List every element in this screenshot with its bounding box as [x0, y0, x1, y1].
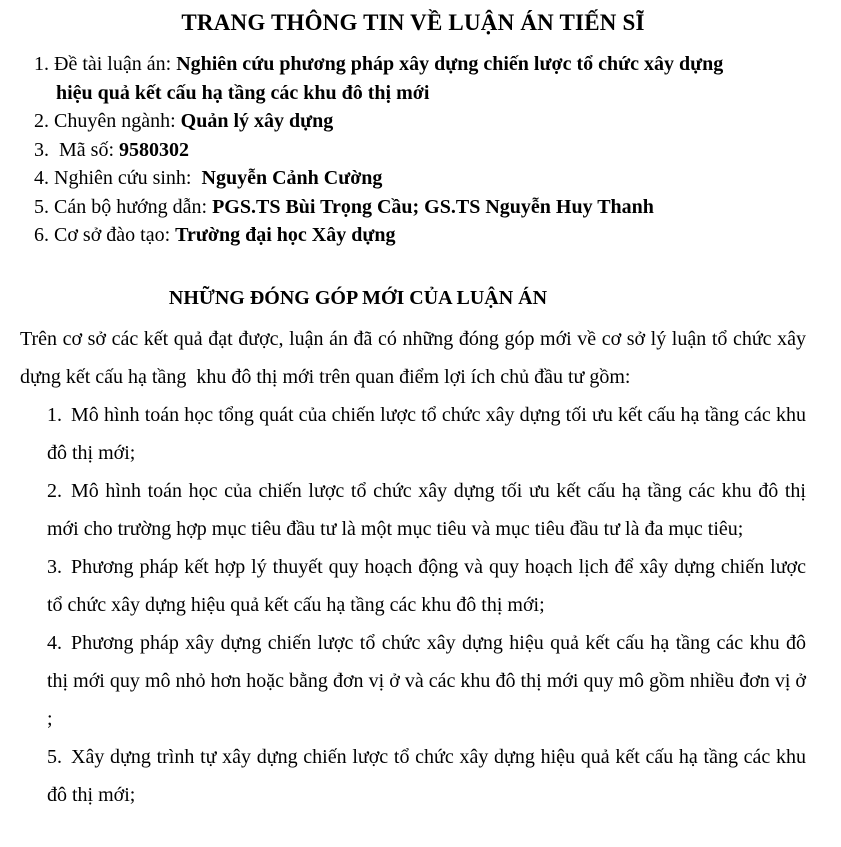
info-item-number: 2. [34, 110, 49, 132]
info-item-value: Trường đại học Xây dựng [175, 224, 396, 246]
list-item-text: Xây dựng trình tự xây dựng chiến lược tổ chức xây dựng hiệu quả kết cấu hạ tầng các khu đô thị mới; [47, 746, 806, 806]
info-item-label: Đề tài luận án: [54, 53, 177, 75]
info-item-label: Cán bộ hướng dẫn: [54, 195, 213, 218]
list-item-text: Phương pháp kết hợp lý thuyết quy hoạch động và quy hoạch lịch để xây dựng chiến lược tổ chức xây dựng hiệu quả kết cấu hạ tầng các khu đô thị mới; [47, 556, 806, 616]
info-item-value-continued: hiệu quả kết cấu hạ tầng các khu đô thị mới [56, 81, 430, 104]
contributions-list [47, 396, 806, 814]
info-item-label: Nghiên cứu sinh: [54, 167, 202, 189]
list-item-number: 4. [47, 632, 62, 654]
list-item-number: 1. [47, 404, 62, 426]
list-item [47, 624, 806, 738]
list-item-number: 3. [47, 556, 62, 578]
info-item-value: Nghiên cứu phương pháp xây dựng chiến lược tổ chức xây dựng [176, 53, 724, 75]
list-item [47, 738, 806, 814]
info-item-major [34, 107, 814, 136]
list-item-text: Phương pháp xây dựng chiến lược tổ chức xây dựng hiệu quả kết cấu hạ tầng các khu đô thị mới quy mô nhỏ hơn hoặc bằng đơn vị ở và các khu đô thị mới quy mô gồm nhiều đơn vị ở ; [47, 632, 806, 730]
info-item-number: 3. [34, 138, 49, 161]
list-item [47, 472, 806, 548]
info-item-label: Cơ sở đào tạo: [54, 224, 176, 246]
info-item-supervisors [34, 193, 814, 222]
list-item-text: Mô hình toán học tổng quát của chiến lược tổ chức xây dựng tối ưu kết cấu hạ tầng các khu đô thị mới; [47, 404, 806, 464]
list-item [47, 548, 806, 624]
thesis-info-list [34, 50, 814, 250]
info-item-label: Mã số: [54, 138, 119, 161]
section-heading: NHỮNG ĐÓNG GÓP MỚI CỦA LUẬN ÁN [168, 287, 548, 309]
list-item-number: 5. [47, 746, 62, 768]
info-item-researcher [34, 164, 814, 193]
list-item-text: Mô hình toán học của chiến lược tổ chức xây dựng tối ưu kết cấu hạ tầng các khu đô thị mới cho trường hợp mục tiêu đầu tư là một mục tiêu và mục tiêu đầu tư là đa mục tiêu; [47, 480, 806, 540]
info-item-number: 6. [34, 224, 49, 246]
info-item-topic [34, 50, 814, 107]
info-item-code [34, 136, 814, 165]
info-item-number: 1. [34, 53, 49, 75]
page-title: TRANG THÔNG TIN VỀ LUẬN ÁN TIẾN SĨ [181, 10, 645, 35]
info-item-number: 5. [34, 195, 49, 218]
info-item-value: Nguyễn Cảnh Cường [201, 167, 383, 189]
list-item-number: 2. [47, 480, 62, 502]
info-item-value: 9580302 [119, 138, 189, 161]
list-item [47, 396, 806, 472]
info-item-value: PGS.TS Bùi Trọng Cầu; GS.TS Nguyễn Huy Thanh [212, 195, 654, 218]
info-item-institution [34, 221, 814, 250]
info-item-value: Quản lý xây dựng [180, 110, 334, 132]
info-item-number: 4. [34, 167, 49, 189]
intro-paragraph: Trên cơ sở các kết quả đạt được, luận án đã có những đóng góp mới về cơ sở lý luận tổ chức xây dựng kết cấu hạ tầng khu đô thị mới trên quan điểm lợi ích chủ đầu tư gồm: [20, 328, 811, 388]
info-item-label: Chuyên ngành: [54, 110, 181, 132]
